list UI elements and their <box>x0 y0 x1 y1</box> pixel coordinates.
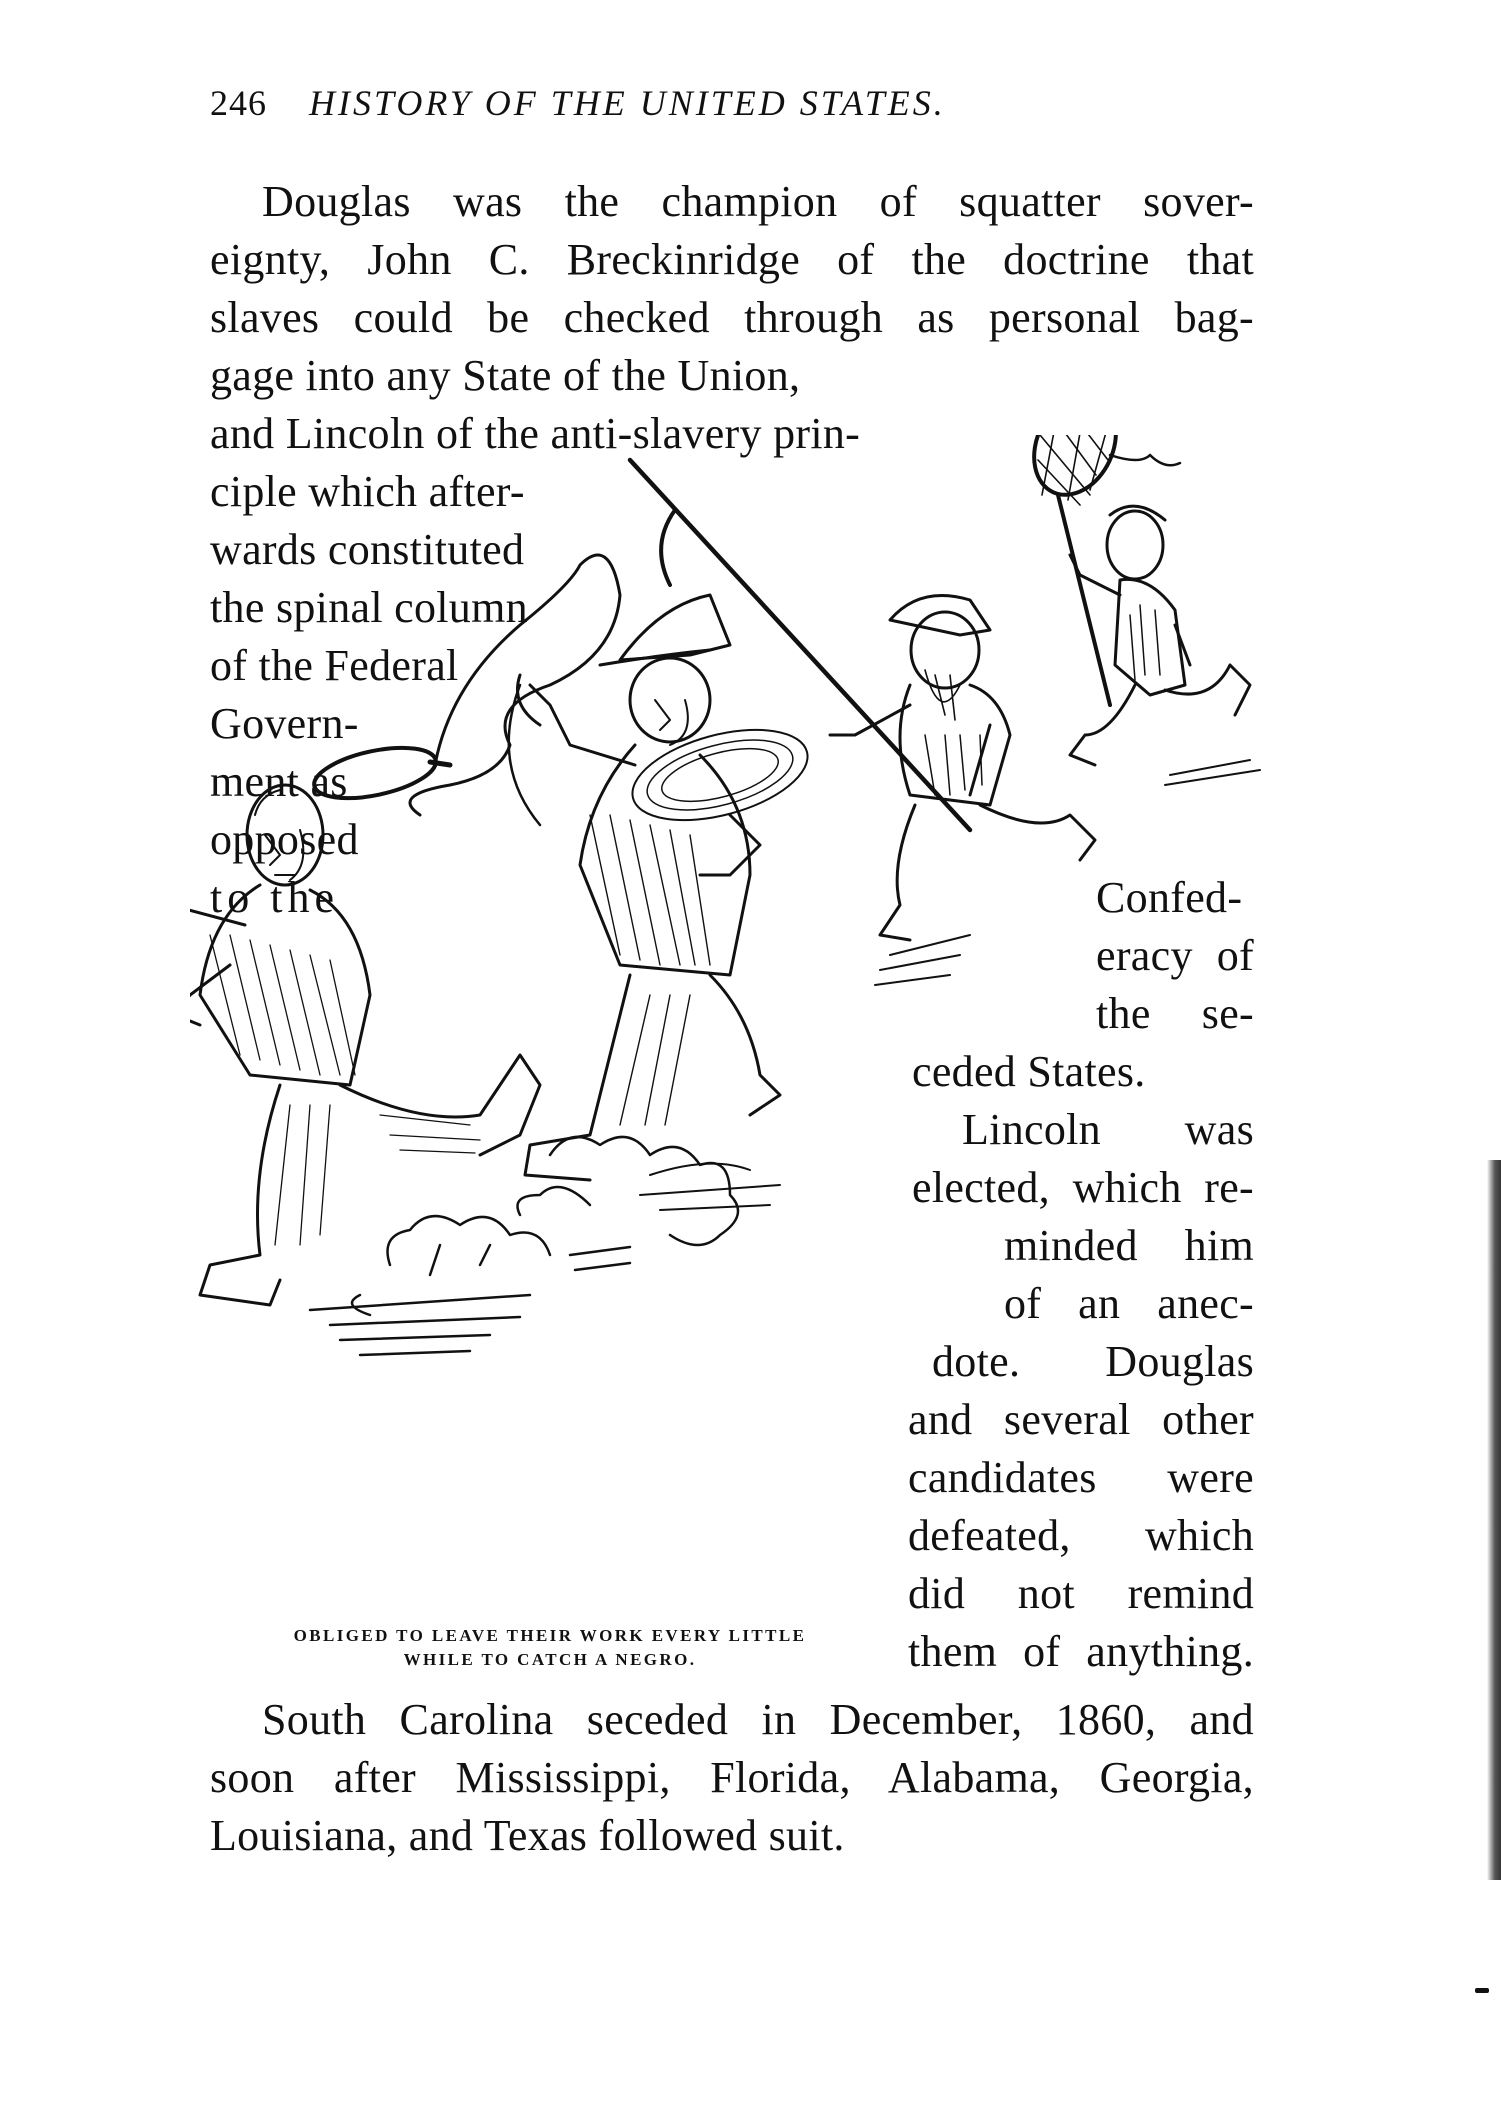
text-line: them of anything. <box>908 1627 1254 1676</box>
text-line: and Lincoln of the anti-slavery prin- <box>210 409 861 458</box>
running-head <box>210 82 1170 142</box>
text-line: and several other <box>908 1395 1254 1444</box>
text-line: South Carolina seceded in December, 1860, and <box>262 1695 1254 1744</box>
text-line: Lincoln was <box>962 1105 1254 1154</box>
text-line: elected, which re- <box>912 1163 1254 1212</box>
dust-cloud-icon <box>352 1137 738 1315</box>
page-edge-shadow <box>1487 1160 1501 1880</box>
text-line: Confed- <box>1096 873 1243 922</box>
text-line: soon after Mississippi, Florida, Alabama, Georgia, <box>210 1753 1254 1802</box>
page-edge-mark <box>1475 1988 1489 1993</box>
text-line: did not remind <box>908 1569 1254 1618</box>
running-man-whip <box>518 595 818 1210</box>
text-line: ciple which after- <box>210 467 525 516</box>
fleeing-man <box>190 785 540 1355</box>
text-line: gage into any State of the Union, <box>210 351 801 400</box>
text-line: defeated, which <box>908 1511 1254 1560</box>
text-line: candidates were <box>908 1453 1254 1502</box>
page-number: 246 <box>210 83 267 123</box>
chase-illustration <box>190 435 1270 1615</box>
text-line: minded him <box>1004 1221 1254 1270</box>
text-line: wards constituted <box>210 525 525 574</box>
whip-icon <box>310 555 620 825</box>
running-title: HISTORY OF THE UNITED STATES. <box>309 83 946 123</box>
text-line: Louisiana, and Texas followed suit. <box>210 1811 845 1860</box>
text-line: of the Federal <box>210 641 459 690</box>
figure-caption-line: OBLIGED TO LEAVE THEIR WORK EVERY LITTLE <box>293 1626 807 1645</box>
text-line: eracy of <box>1096 931 1254 980</box>
text-line: opposed <box>210 815 359 864</box>
text-line: ceded States. <box>912 1047 1146 1096</box>
text-line: slaves could be checked through as personal bag- <box>210 293 1254 342</box>
figure-caption-line: WHILE TO CATCH A NEGRO. <box>403 1650 697 1669</box>
text-line: the se- <box>1096 989 1254 1038</box>
text-line: eignty, John C. Breckinridge of the doctrine that <box>210 235 1254 284</box>
running-man-bearded <box>830 596 1095 986</box>
text-line: of an anec- <box>1004 1279 1254 1328</box>
text-line: to the <box>210 873 339 922</box>
text-line: Govern- <box>210 699 359 748</box>
text-line: dote. Douglas <box>932 1337 1254 1386</box>
running-man-small <box>1070 506 1260 785</box>
text-line: the spinal column <box>210 583 528 632</box>
text-line: ment as <box>210 757 348 806</box>
text-line: Douglas was the champion of squatter sover- <box>262 177 1254 226</box>
